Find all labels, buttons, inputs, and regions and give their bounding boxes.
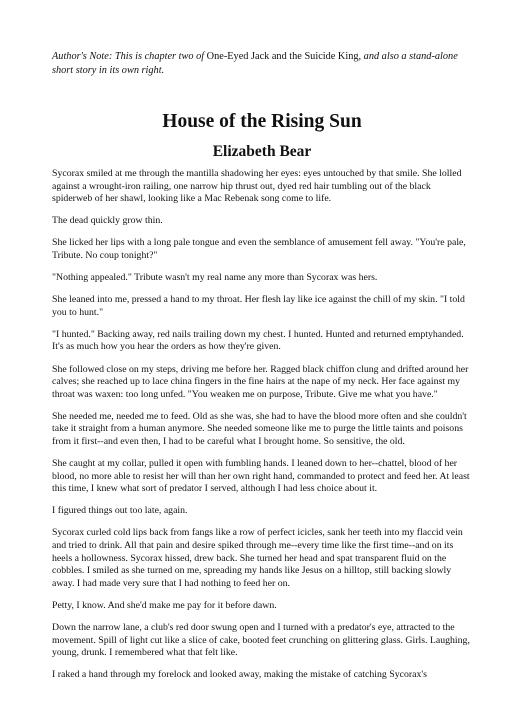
paragraph: Sycorax smiled at me through the mantilla shadowing her eyes: eyes untouched by that smile. She lolled against a wrought-iron railing, one narrow hip thrust out, dyed red hair tumbling out of the black spiderweb of her shawl, looking like a Mac Rebenak song come to life. — [52, 168, 462, 205]
paragraph: Down the narrow lane, a club's red door swung open and I turned with a predator's eye, attracted to the movement. Spill of light cut like a slice of cake, booted feet crunching on glittering glass. Girls. Laughing, young, drunk. I remembered what that felt like. — [52, 622, 470, 659]
authors-note — [52, 50, 472, 77]
story-body — [52, 168, 472, 682]
document-page — [52, 50, 472, 691]
paragraph: She needed me, needed me to feed. Old as she was, she had to have the blood more often and she couldn't take it straight from a human anymore. She needed someone like me to purge the little taints and poisons from it first--and even then, I had to be careful what I brought home. So sensitive, the old. — [52, 410, 467, 447]
paragraph: The dead quickly grow thin. — [52, 215, 163, 227]
story-author: Elizabeth Bear — [212, 143, 312, 160]
authors-note-outro: , and also a stand-alone short story in its own right. — [52, 51, 458, 76]
paragraph: "Nothing appealed." Tribute wasn't my real name any more than Sycorax was hers. — [52, 272, 378, 284]
paragraph: "I hunted." Backing away, red nails trailing down my chest. I hunted. Hunted and returned emptyhanded. It's as much how you hear the orders as how they're given. — [52, 328, 464, 353]
paragraph: She leaned into me, pressed a hand to my throat. Her flesh lay like ice against the chill of my skin. "I told you to hunt." — [52, 294, 465, 318]
paragraph: She licked her lips with a long pale tongue and even the semblance of amusement fell away. "You're pale, Tribute. No coup tonight?" — [52, 237, 466, 261]
paragraph: I figured things out too late, again. — [52, 505, 188, 517]
paragraph: Petty, I know. And she'd make me pay for it before dawn. — [52, 599, 277, 611]
paragraph: She caught at my collar, pulled it open with fumbling hands. I leaned down to her--chattel, blood of her blood, no more able to resist her will than her own right hand, commanded to protect and feed her. At least this time, I knew what sort of predator I served, although I had less choice about it. — [52, 458, 470, 495]
paragraph: Sycorax curled cold lips back from fangs like a row of perfect icicles, sank her teeth into my flaccid vein and tried to drink. All that pain and desire spiked through me--every time like the first time--and on its heels a hollowness. Sycorax hissed, drew back. She turned her head and spat transparent fluid on the cobbles. I smiled as she turned on me, spreading my hands like Jesus on a hilltop, still backing slowly away. I had made very sure that I had nothing to feed her on. — [52, 527, 463, 589]
story-title: House of the Rising Sun — [162, 111, 362, 132]
paragraph: She followed close on my steps, driving me before her. Ragged black chiffon clung and drifted around her calves; she reached up to lace china fingers in the fine hairs at the nape of my neck. Her face against my throat was waxen: too long unfed. "You weaken me on purpose, Tribute. Give me what you have." — [52, 363, 469, 400]
authors-note-book-title: One-Eyed Jack and the Suicide King — [206, 51, 359, 62]
paragraph: I raked a hand through my forelock and looked away, making the mistake of catching Sycorax's — [52, 669, 427, 681]
authors-note-intro: Author's Note: This is chapter two of — [52, 51, 207, 62]
